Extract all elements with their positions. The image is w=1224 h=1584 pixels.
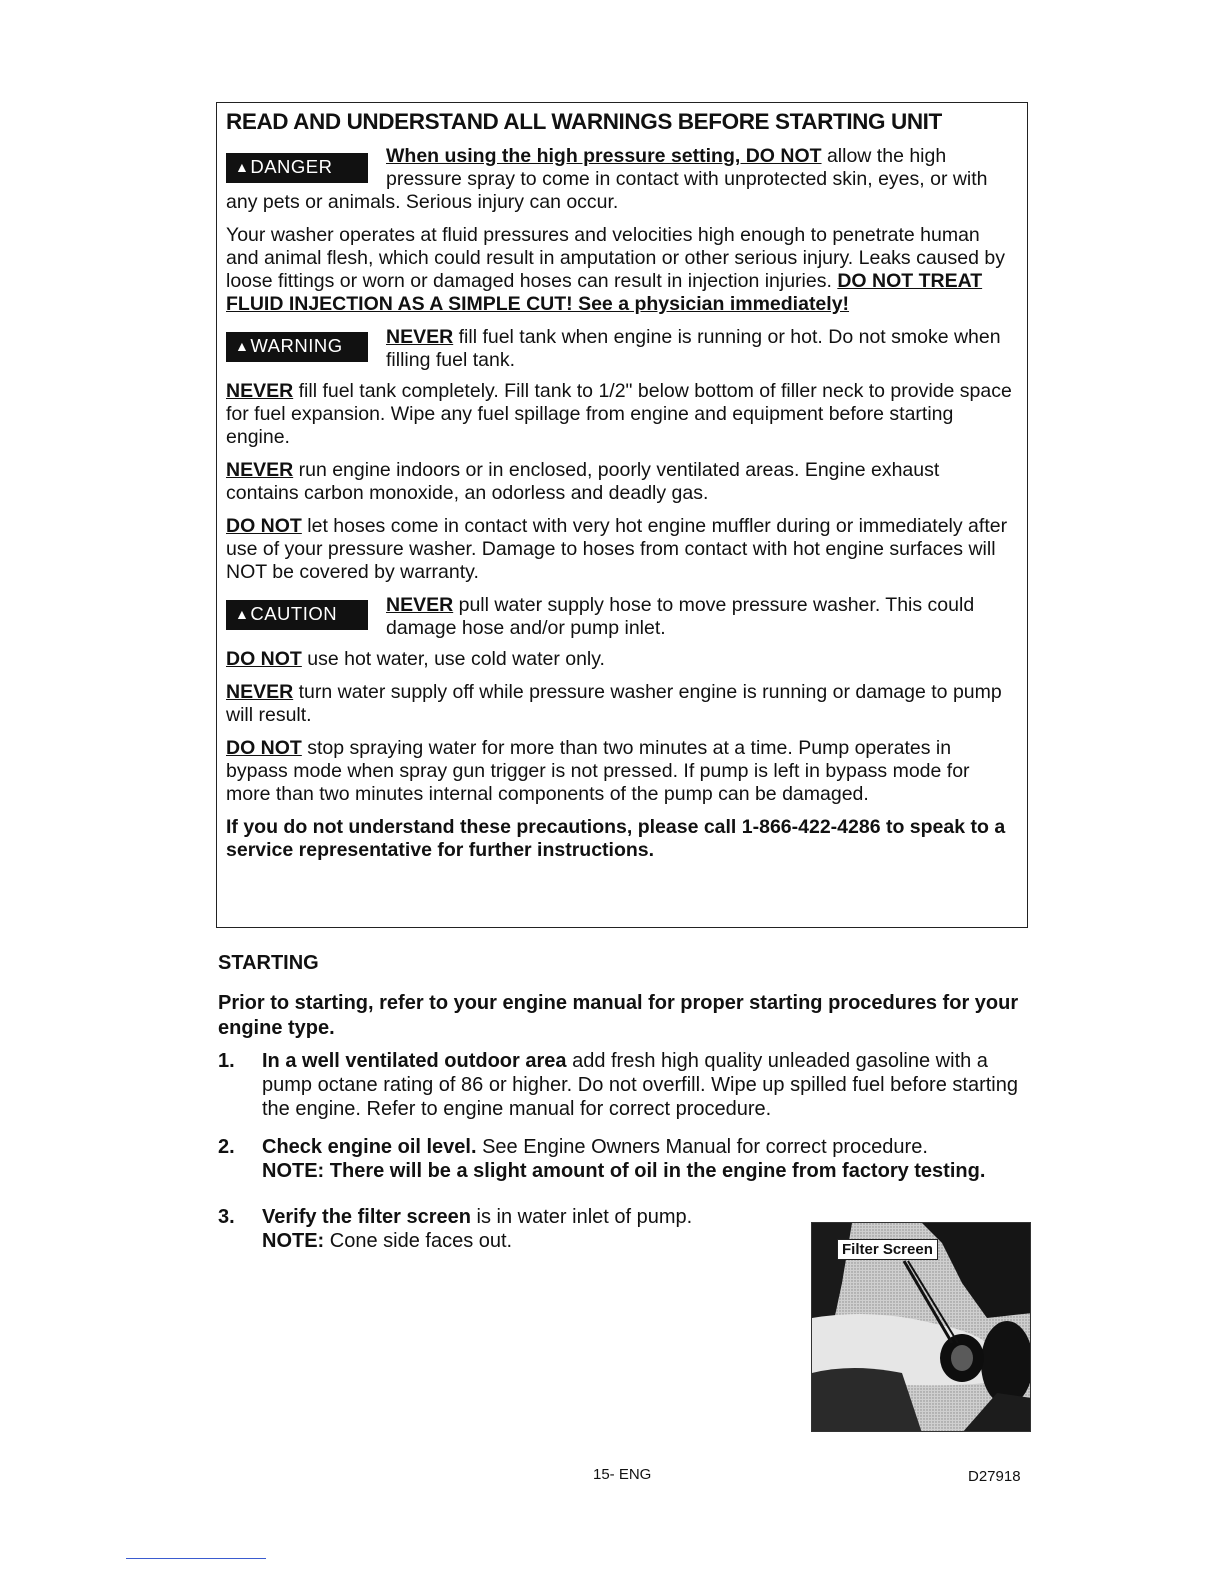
warnings-title: READ AND UNDERSTAND ALL WARNINGS BEFORE STARTING UNIT	[226, 109, 942, 134]
warning-text: fill fuel tank when engine is running or hot. Do not smoke when filling fuel tank.	[386, 326, 1001, 371]
step-item: 1. In a well ventilated outdoor area add fresh high quality unleaded gasoline with a pump octane rating of 86 or higher. Do not overfill. Wipe up spilled fuel before starting the engine. Refer to engine manual for correct procedure.	[218, 1050, 1018, 1120]
caution-lead: NEVER	[386, 594, 454, 616]
caution-item: DO NOT stop spraying water for more than two minutes at a time. Pump operates in bypass mode when spray gun trigger is not pressed. If pump is left in bypass mode for more than two minutes internal components of the pump can be damaged.	[226, 737, 970, 805]
starting-heading: STARTING	[218, 952, 319, 974]
filter-screen-photo	[811, 1222, 1031, 1432]
caution-text: pull water supply hose to move pressure washer. This could damage hose and/or pump inlet.	[386, 594, 975, 639]
caution-signal: ▲CAUTION	[226, 600, 368, 630]
closing-note: If you do not understand these precautions, please call 1-866-422-4286 to speak to a service representative for further instructions.	[226, 816, 1006, 861]
warning-block	[226, 326, 1013, 372]
warning-lead: NEVER	[386, 326, 454, 348]
warning-item: NEVER fill fuel tank completely. Fill tank to 1/2" below bottom of filler neck to provide space for fuel expansion. Wipe any fuel spillage from engine and equipment before starting engine.	[226, 380, 1012, 448]
warning-signal: ▲WARNING	[226, 332, 368, 362]
danger-text: allow the high pressure spray to come in contact with unprotected skin, eyes, or with any pets or animals. Serious injury can occur.	[226, 145, 988, 213]
warning-item: DO NOT let hoses come in contact with very hot engine muffler during or immediately after use of your pressure washer. Damage to hoses from contact with hot engine surfaces will NOT be covered by warranty.	[226, 515, 1008, 583]
danger-lead: When using the high pressure setting, DO NOT	[386, 145, 822, 167]
injection-emphasis: DO NOT TREAT FLUID INJECTION AS A SIMPLE CUT! See a physician immediately!	[226, 270, 983, 315]
alert-triangle-icon: ▲	[235, 338, 250, 354]
step-number: 3.	[218, 1206, 235, 1228]
alert-triangle-icon: ▲	[235, 159, 250, 175]
injection-paragraph: Your washer operates at fluid pressures and velocities high enough to penetrate human and animal flesh, which could result in amputation or other serious injury. Leaks caused by loose fittings or worn or damaged hoses can result in injection injuries. DO NOT TREAT FLUID INJECTION AS A SIMPLE CUT! See a physician immediately!	[226, 224, 1005, 315]
starting-section	[218, 952, 1028, 1267]
page-number: 15- ENG	[593, 1466, 652, 1483]
document-code: D27918	[968, 1468, 1021, 1485]
step-number: 2.	[218, 1136, 235, 1158]
warning-item: NEVER run engine indoors or in enclosed, poorly ventilated areas. Engine exhaust contains carbon monoxide, an odorless and deadly gas.	[226, 459, 940, 504]
step-note: NOTE: There will be a slight amount of oil in the engine from factory testing.	[262, 1160, 986, 1182]
caution-block	[226, 594, 1013, 640]
caution-item: DO NOT use hot water, use cold water only.	[226, 648, 605, 670]
filter-screen-label: Filter Screen	[837, 1239, 938, 1260]
starting-lead: Prior to starting, refer to your engine manual for proper starting procedures for your engine type.	[218, 992, 1019, 1039]
warnings-box	[216, 102, 1028, 928]
bottom-rule	[126, 1558, 266, 1559]
danger-signal: ▲DANGER	[226, 153, 368, 183]
step-number: 1.	[218, 1050, 235, 1072]
step-item: 2. Check engine oil level. See Engine Owners Manual for correct procedure. NOTE: There will be a slight amount of oil in the engine from factory testing.	[218, 1136, 986, 1182]
danger-block	[226, 145, 1013, 214]
step-item: 3. Verify the filter screen is in water inlet of pump. NOTE: Cone side faces out.	[218, 1206, 693, 1252]
caution-item: NEVER turn water supply off while pressure washer engine is running or damage to pump will result.	[226, 681, 1002, 726]
alert-triangle-icon: ▲	[235, 606, 250, 622]
